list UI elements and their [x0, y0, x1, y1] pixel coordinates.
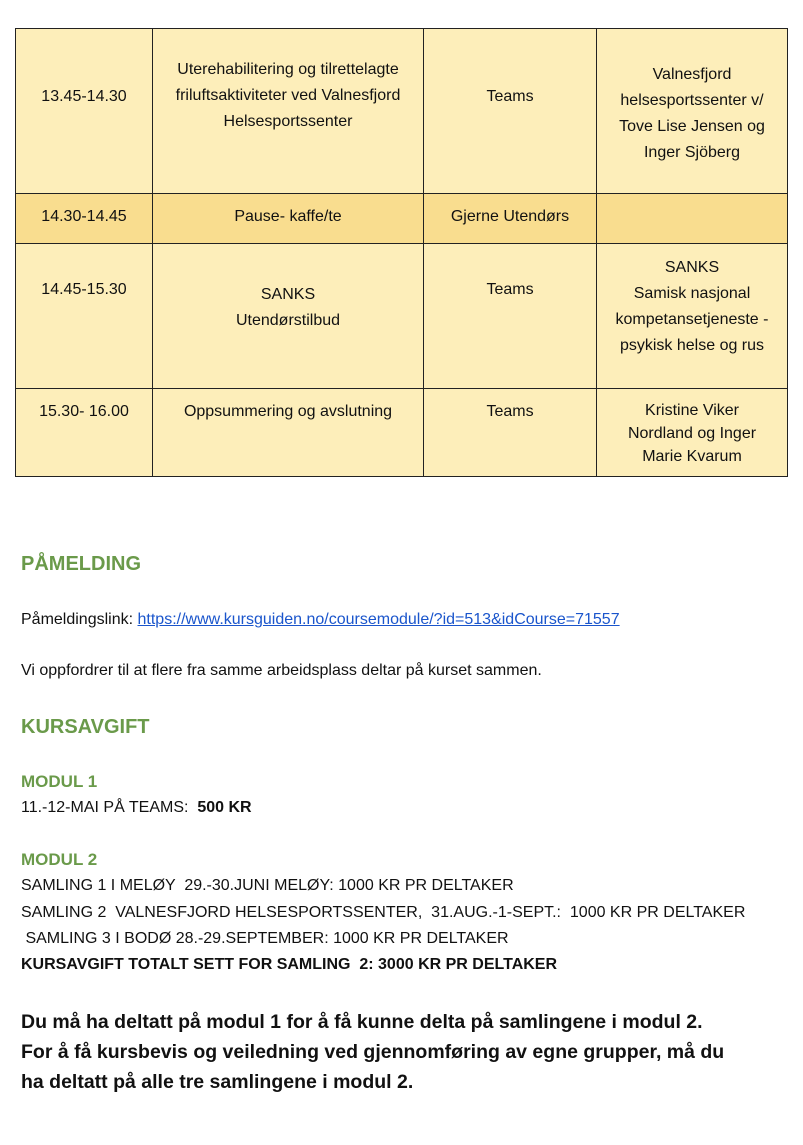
responsible-line: helsesportssenter v/ — [620, 92, 764, 109]
topic-cell — [153, 29, 424, 194]
time-cell: 14.45-15.30 — [16, 244, 153, 389]
topic-line: Utendørstilbud — [235, 312, 341, 329]
responsible-line: Kristine Viker — [645, 402, 739, 419]
topic-cell — [153, 194, 424, 244]
responsible-line: Valnesfjord — [652, 66, 732, 83]
module2-session-line: SAMLING 2 VALNESFJORD HELSESPORTSSENTER, 31.AUG.-1-SEPT.: 1000 KR PR DELTAKER — [21, 904, 746, 921]
responsible-line: Nordland og Inger — [627, 425, 757, 442]
schedule-row — [16, 244, 788, 389]
module2-session-line: SAMLING 1 I MELØY 29.-30.JUNI MELØY: 1000 KR PR DELTAKER — [21, 877, 514, 894]
schedule-row — [16, 389, 788, 477]
requirements-paragraph — [21, 1007, 781, 1097]
topic-line: Uterehabilitering og tilrettelagte — [177, 61, 399, 78]
place-cell: Gjerne Utendørs — [424, 194, 597, 244]
topic-line: Pause- kaffe/te — [234, 208, 342, 225]
module2-session-line: SAMLING 3 I BODØ 28.-29.SEPTEMBER: 1000 KR PR DELTAKER — [21, 930, 509, 947]
fee-heading: KURSAVGIFT — [21, 716, 150, 738]
topic-line: Helsesportssenter — [223, 113, 353, 130]
schedule-table — [15, 28, 788, 477]
topic-line: Oppsummering og avslutning — [183, 403, 393, 420]
responsible-line: Samisk nasjonal — [633, 285, 751, 302]
place-cell: Teams — [424, 244, 597, 389]
schedule-row — [16, 194, 788, 244]
requirement-line: Du må ha deltatt på modul 1 for å få kunne delta på samlingene i modul 2. — [21, 1011, 703, 1033]
module1-title: MODUL 1 — [21, 772, 98, 791]
registration-heading: PÅMELDING — [21, 553, 141, 575]
schedule-row — [16, 29, 788, 194]
responsible-line: psykisk helse og rus — [619, 337, 765, 354]
topic-line: friluftsaktiviteter ved Valnesfjord — [175, 87, 401, 104]
registration-note: Vi oppfordrer til at flere fra samme arbeidsplass deltar på kurset sammen. — [21, 662, 542, 679]
time-cell: 14.30-14.45 — [16, 194, 153, 244]
time-cell: 13.45-14.30 — [16, 29, 153, 194]
requirement-line: ha deltatt på alle tre samlingene i modul 2. — [21, 1071, 414, 1093]
place-cell: Teams — [424, 29, 597, 194]
responsible-cell — [597, 389, 788, 477]
topic-cell — [153, 389, 424, 477]
responsible-line: Marie Kvarum — [642, 448, 742, 465]
module2-title: MODUL 2 — [21, 850, 98, 869]
topic-line: SANKS — [260, 286, 316, 303]
registration-link[interactable]: https://www.kursguiden.no/coursemodule/?id=513&idCourse=71557 — [137, 611, 620, 628]
responsible-line: kompetansetjeneste - — [615, 311, 769, 328]
place-cell: Teams — [424, 389, 597, 477]
time-cell: 15.30- 16.00 — [16, 389, 153, 477]
requirement-line: For å få kursbevis og veiledning ved gjennomføring av egne grupper, må du — [21, 1041, 725, 1063]
responsible-cell — [597, 194, 788, 244]
responsible-line: SANKS — [664, 259, 720, 276]
topic-cell — [153, 244, 424, 389]
responsible-line: Tove Lise Jensen og — [619, 118, 765, 135]
responsible-cell — [597, 244, 788, 389]
responsible-line: Inger Sjöberg — [643, 144, 741, 161]
module1-fee-amount: 500 KR — [197, 799, 252, 816]
registration-link-label: Påmeldingslink: — [21, 611, 134, 628]
module1-fee-label: 11.-12-MAI PÅ TEAMS: — [21, 799, 198, 816]
registration-link-line — [21, 611, 620, 629]
module1-fee-line — [21, 799, 252, 817]
module2-total: KURSAVGIFT TOTALT SETT FOR SAMLING 2: 3000 KR PR DELTAKER — [21, 956, 558, 973]
responsible-cell — [597, 29, 788, 194]
